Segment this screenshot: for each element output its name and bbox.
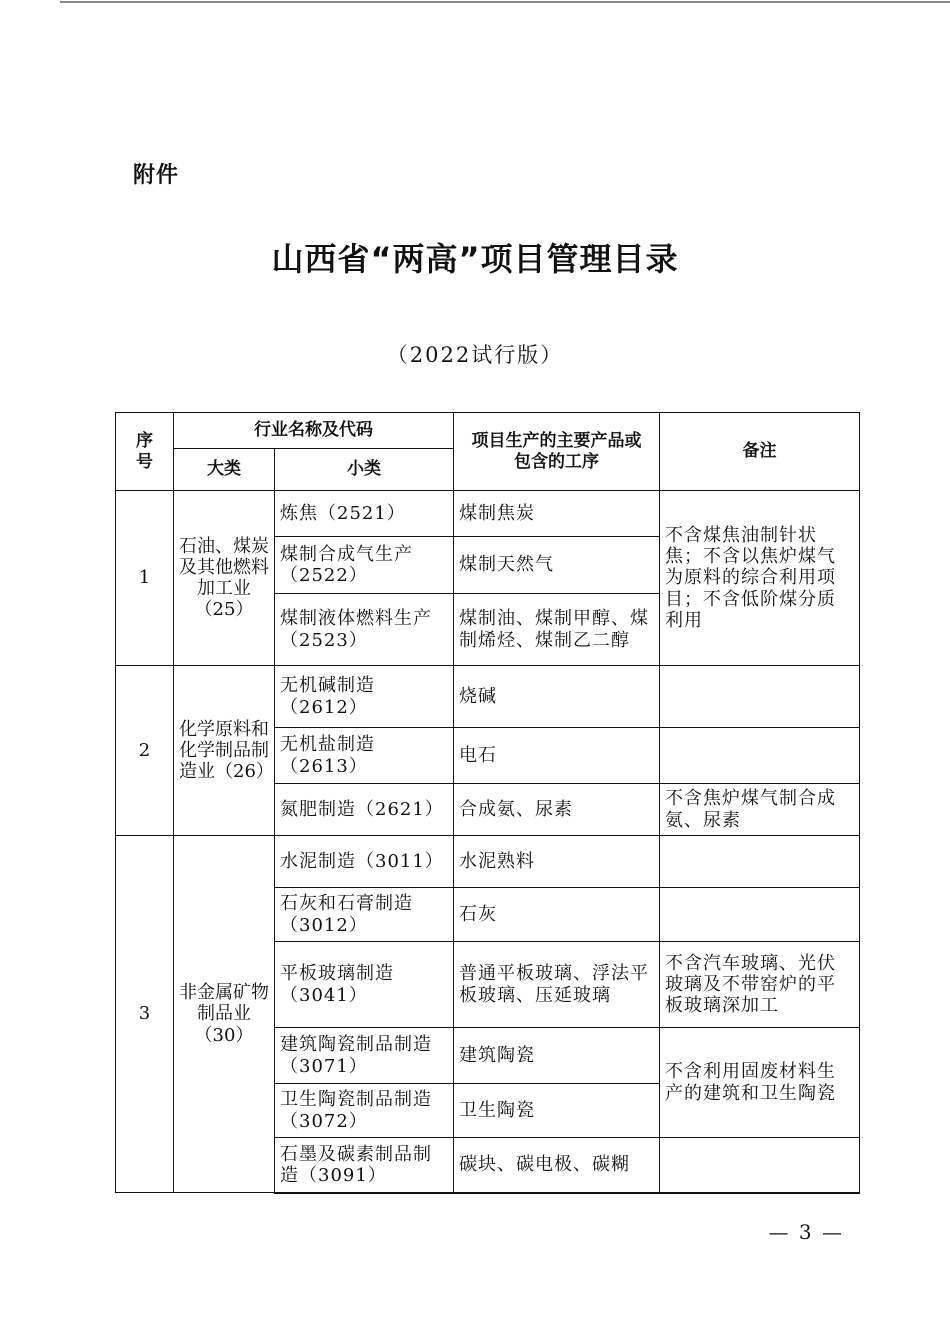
product-cell: 建筑陶瓷 xyxy=(454,1028,660,1084)
minor-category-cell: 炼焦（2521） xyxy=(275,491,454,537)
page-number: — 3 — xyxy=(768,1220,844,1244)
document-title: 山西省“两高”项目管理目录 xyxy=(271,240,679,278)
note-cell: 不含汽车玻璃、光伏玻璃及不带窑炉的平板玻璃深加工 xyxy=(660,942,860,1028)
minor-category-cell: 建筑陶瓷制品制造（3071） xyxy=(275,1028,454,1084)
note-cell: 不含利用固废材料生产的建筑和卫生陶瓷 xyxy=(660,1028,860,1138)
seq-cell: 1 xyxy=(116,491,174,666)
note-cell xyxy=(660,888,860,942)
product-cell: 普通平板玻璃、浮法平板玻璃、压延玻璃 xyxy=(454,942,660,1028)
note-cell: 不含焦炉煤气制合成氨、尿素 xyxy=(660,784,860,836)
product-cell: 煤制焦炭 xyxy=(454,491,660,537)
minor-category-cell: 无机碱制造（2612） xyxy=(275,666,454,728)
seq-cell: 2 xyxy=(116,666,174,836)
document-subtitle: （2022试行版） xyxy=(386,343,564,367)
product-cell: 烧碱 xyxy=(454,666,660,728)
header-note: 备注 xyxy=(660,413,860,491)
note-cell xyxy=(660,836,860,888)
product-cell: 煤制油、煤制甲醇、煤制烯烃、煤制乙二醇 xyxy=(454,594,660,666)
header-seq: 序号 xyxy=(116,413,174,491)
attachment-label: 附件 xyxy=(133,163,180,188)
minor-category-cell: 平板玻璃制造（3041） xyxy=(275,942,454,1028)
product-cell: 电石 xyxy=(454,728,660,784)
product-cell: 石灰 xyxy=(454,888,660,942)
minor-category-cell: 卫生陶瓷制品制造（3072） xyxy=(275,1084,454,1138)
minor-category-cell: 煤制合成气生产（2522） xyxy=(275,537,454,594)
minor-category-cell: 水泥制造（3011） xyxy=(275,836,454,888)
major-category-cell: 非金属矿物制品业（30） xyxy=(174,836,275,1193)
header-product: 项目生产的主要产品或包含的工序 xyxy=(454,413,660,491)
major-category-cell: 化学原料和化学制品制造业（26） xyxy=(174,666,275,836)
header-minor: 小类 xyxy=(275,449,454,491)
product-cell: 水泥熟料 xyxy=(454,836,660,888)
product-cell: 碳块、碳电极、碳糊 xyxy=(454,1138,660,1193)
product-cell: 卫生陶瓷 xyxy=(454,1084,660,1138)
header-industry: 行业名称及代码 xyxy=(174,413,454,449)
major-category-cell: 石油、煤炭及其他燃料加工业（25） xyxy=(174,491,275,666)
minor-category-cell: 石灰和石膏制造（3012） xyxy=(275,888,454,942)
note-cell: 不含煤焦油制针状焦；不含以焦炉煤气为原料的综合利用项目；不含低阶煤分质利用 xyxy=(660,491,860,666)
minor-category-cell: 无机盐制造（2613） xyxy=(275,728,454,784)
seq-cell: 3 xyxy=(116,836,174,1193)
note-cell xyxy=(660,666,860,728)
minor-category-cell: 煤制液体燃料生产（2523） xyxy=(275,594,454,666)
note-cell xyxy=(660,1138,860,1193)
header-major: 大类 xyxy=(174,449,275,491)
note-cell xyxy=(660,728,860,784)
product-cell: 合成氨、尿素 xyxy=(454,784,660,836)
product-cell: 煤制天然气 xyxy=(454,537,660,594)
minor-category-cell: 石墨及碳素制品制造（3091） xyxy=(275,1138,454,1193)
minor-category-cell: 氮肥制造（2621） xyxy=(275,784,454,836)
top-edge-line xyxy=(60,1,950,3)
project-catalog-table xyxy=(115,412,860,1194)
